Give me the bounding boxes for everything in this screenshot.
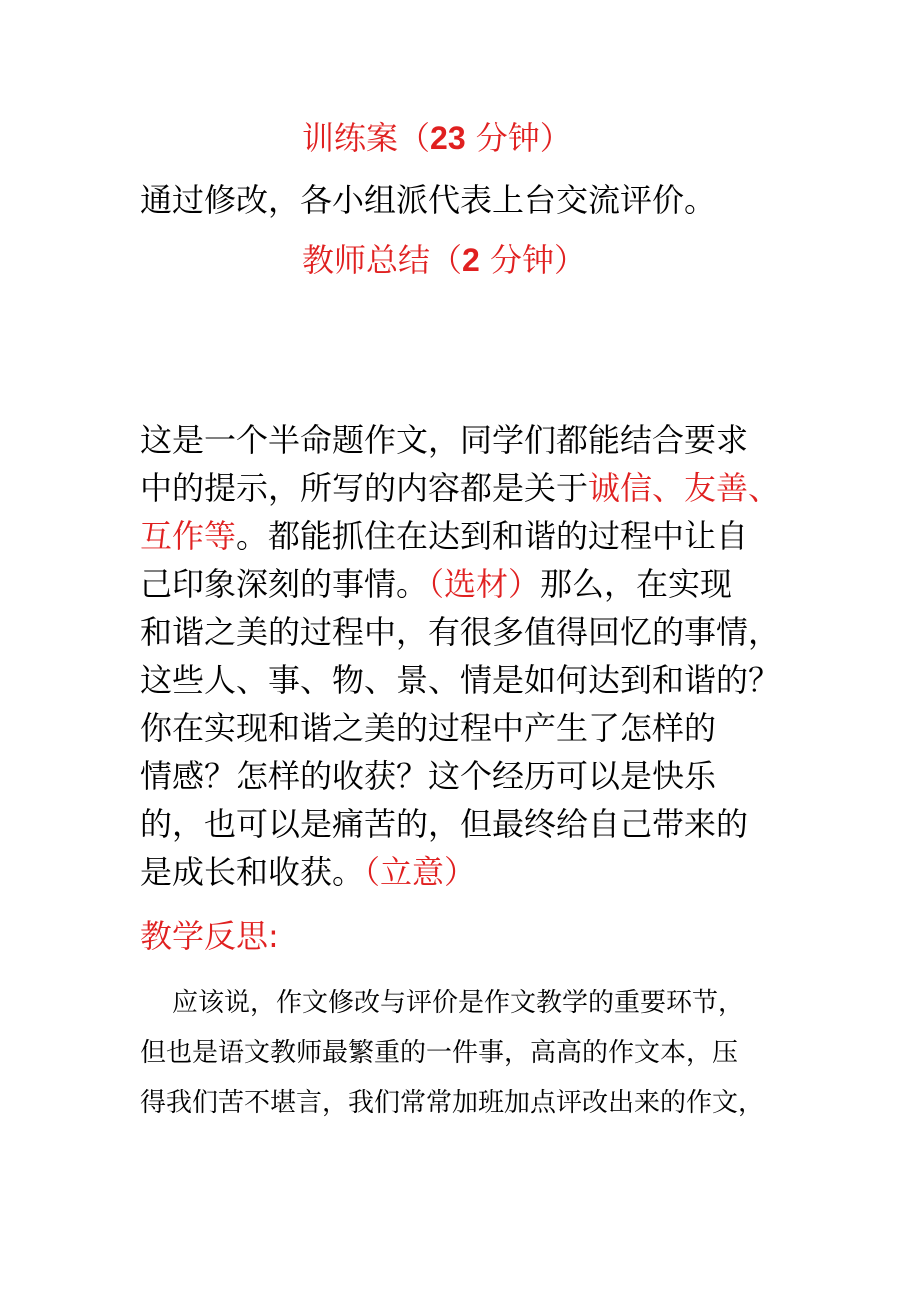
summary-line-8: 情感？怎样的收获？这个经历可以是快乐 <box>140 757 717 795</box>
summary-line-1: 这是一个半命题作文，同学们都能结合要求 <box>140 421 749 459</box>
summary-line-6: 这些人、事、物、景、情是如何达到和谐的？ <box>140 661 781 699</box>
summary-line-10: 是成长和收获。（立意） <box>140 853 477 891</box>
reflection-title: 教学反思: <box>140 917 279 955</box>
summary-line-9: 的，也可以是痛苦的，但最终给自己带来的 <box>140 805 749 843</box>
summary-line-5: 和谐之美的过程中，有很多值得回忆的事情， <box>140 613 781 651</box>
reflection-line-2: 但也是语文教师最繁重的一件事，高高的作文本，压 <box>140 1038 739 1068</box>
tag-theme: （立意） <box>364 853 477 891</box>
training-instruction: 通过修改，各小组派代表上台交流评价。 <box>140 181 717 219</box>
highlight-cooperation: 互作等 <box>140 517 237 555</box>
summary-heading: 教师总结（2 分钟） <box>302 241 586 279</box>
training-heading: 训练案（23 分钟） <box>302 119 572 157</box>
tag-material: （选材） <box>428 565 541 603</box>
summary-line-3: 互作等。都能抓住在达到和谐的过程中让自 <box>140 517 749 555</box>
summary-line-7: 你在实现和谐之美的过程中产生了怎样的 <box>140 709 717 747</box>
reflection-line-1: 应该说，作文修改与评价是作文教学的重要环节， <box>172 988 745 1018</box>
highlight-values: 诚信、友善、 <box>588 469 781 507</box>
summary-line-4: 己印象深刻的事情。（选材）那么，在实现 <box>140 565 733 603</box>
reflection-line-3: 得我们苦不堪言，我们常常加班加点评改出来的作文， <box>140 1088 765 1118</box>
summary-line-2: 中的提示，所写的内容都是关于诚信、友善、 <box>140 469 781 507</box>
